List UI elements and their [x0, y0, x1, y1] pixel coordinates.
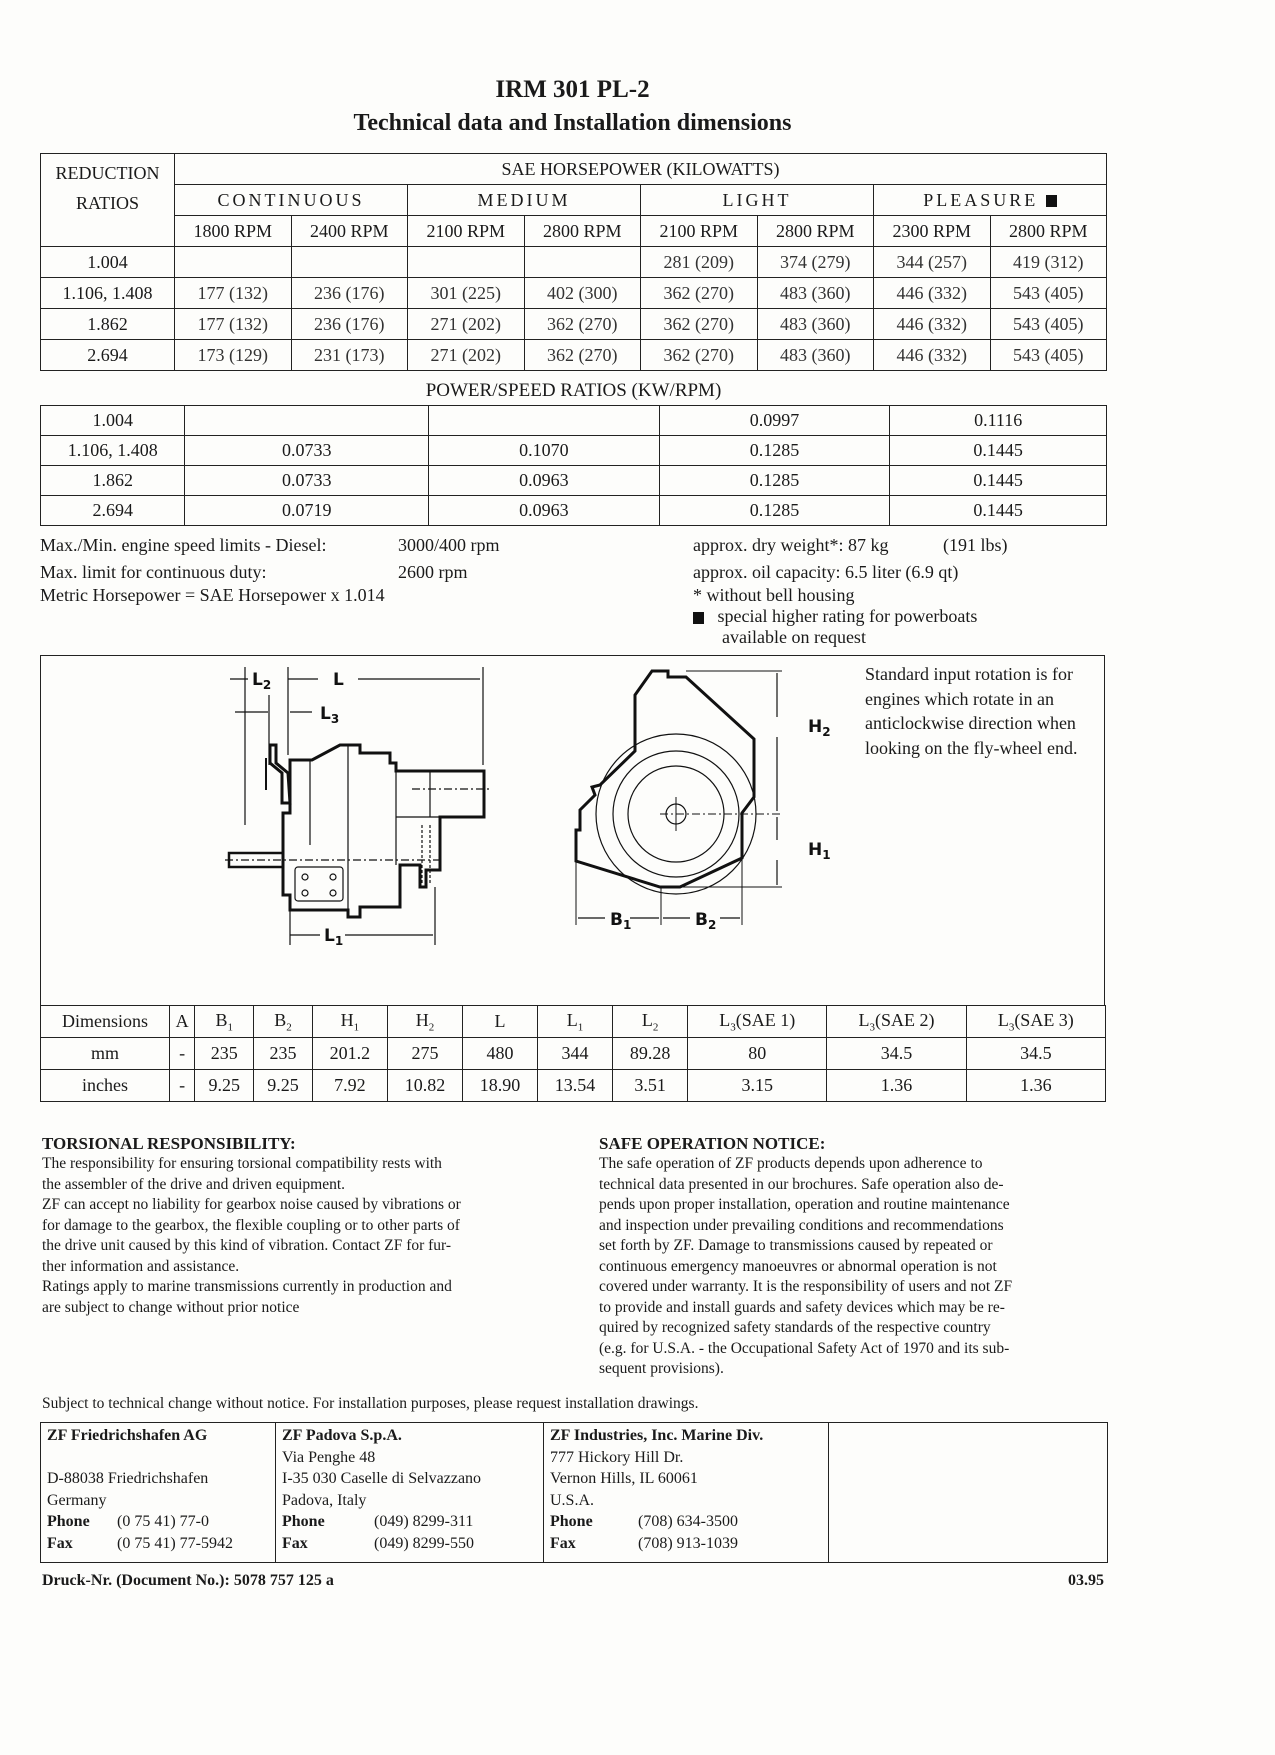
- torsional-text: [42, 1154, 582, 1318]
- rpm-header: 2400 RPM: [291, 216, 408, 247]
- power-speed-cell: 0.1116: [890, 406, 1107, 436]
- power-speed-heading: POWER/SPEED RATIOS (KW/RPM): [425, 380, 722, 401]
- label-H2: $H_2$: [808, 717, 831, 739]
- dimension-value: 1.36: [827, 1070, 966, 1102]
- dimension-value: 9.25: [195, 1070, 254, 1102]
- dimension-value: 10.82: [387, 1070, 462, 1102]
- dimension-value: 18.90: [462, 1070, 537, 1102]
- address-line: [47, 1447, 269, 1469]
- horsepower-cell: [408, 247, 525, 278]
- dimension-header: $H_2$: [387, 1006, 462, 1038]
- table-row: [41, 340, 1107, 371]
- duty-light: LIGHT: [641, 185, 874, 216]
- address-block: [276, 1423, 544, 1563]
- rpm-header: 2800 RPM: [524, 216, 641, 247]
- text-line: and inspection under prevailing conditions and recommendations: [599, 1216, 1004, 1234]
- unit-cell: mm: [41, 1038, 170, 1070]
- dimension-value: 13.54: [538, 1070, 613, 1102]
- square-icon: [693, 612, 704, 624]
- horsepower-cell: 362 (270): [641, 309, 758, 340]
- unit-cell: inches: [41, 1070, 170, 1102]
- horsepower-cell: 374 (279): [757, 247, 874, 278]
- horsepower-cell: 271 (202): [408, 340, 525, 371]
- label-L1: $L_1$: [324, 926, 344, 948]
- power-speed-table: [40, 405, 1107, 526]
- dimension-value: 89.28: [613, 1038, 688, 1070]
- text-line: the drive unit caused by this kind of vibration. Contact ZF for fur-: [42, 1237, 452, 1254]
- text-line: sequent provisions).: [599, 1360, 724, 1377]
- horsepower-cell: 301 (225): [408, 278, 525, 309]
- rpm-header: 2300 RPM: [874, 216, 991, 247]
- text-line: continuous emergency manoeuvres or abnormal operation is not: [599, 1257, 997, 1275]
- ratio-cell: 1.106, 1.408: [41, 436, 185, 466]
- dimension-header: L: [462, 1006, 537, 1038]
- end-view-drawing: [576, 671, 782, 925]
- horsepower-cell: 177 (132): [175, 309, 292, 340]
- horsepower-cell: [291, 247, 408, 278]
- table-row: [41, 1070, 1106, 1102]
- torsional-heading: TORSIONAL RESPONSIBILITY:: [42, 1134, 296, 1153]
- company-name: ZF Industries, Inc. Marine Div.: [550, 1427, 764, 1444]
- text-line: The safe operation of ZF products depends upon adherence to: [599, 1155, 983, 1172]
- text-line: ZF can accept no liability for gearbox noise caused by vibrations or: [42, 1196, 461, 1213]
- text-line: quired by recognized safety standards of the respective country: [599, 1319, 991, 1336]
- subject-note: Subject to technical change without notice. For installation purposes, please request installation drawings.: [42, 1395, 699, 1412]
- horsepower-cell: 543 (405): [990, 278, 1107, 309]
- duty-medium: MEDIUM: [408, 185, 641, 216]
- speed-limits-label: Max./Min. engine speed limits - Diesel:: [40, 535, 327, 555]
- horsepower-cell: 446 (332): [874, 340, 991, 371]
- address-line: I-35 030 Caselle di Selvazzano: [282, 1470, 482, 1487]
- power-speed-cell: 0.0719: [185, 496, 429, 526]
- ratio-cell: 2.694: [41, 340, 175, 371]
- label-B2: $B_2$: [695, 910, 717, 932]
- company-name: ZF Padova S.p.A.: [282, 1427, 402, 1444]
- horsepower-cell: 281 (209): [641, 247, 758, 278]
- dimension-header: $L_3(SAE$ 1): [688, 1006, 827, 1038]
- label-H1: $H_1$: [808, 840, 831, 862]
- duty-continuous: CONTINUOUS: [175, 185, 408, 216]
- sae-horsepower-header: SAE HORSEPOWER (KILOWATTS): [175, 154, 1107, 185]
- dimension-value: -: [170, 1038, 195, 1070]
- text-line: The responsibility for ensuring torsional compatibility rests with: [42, 1155, 442, 1172]
- dimension-header: $L_1$: [538, 1006, 613, 1038]
- address-table: [40, 1422, 1108, 1563]
- power-speed-cell: [429, 406, 660, 436]
- table-row: [41, 1038, 1106, 1070]
- power-speed-cell: 0.0963: [429, 496, 660, 526]
- dimension-header: $B_2$: [254, 1006, 313, 1038]
- horsepower-cell: 402 (300): [524, 278, 641, 309]
- text-line: to provide and install guards and safety devices which may be re-: [599, 1298, 1005, 1316]
- table-row: [41, 278, 1107, 309]
- text-line: (e.g. for U.S.A. - the Occupational Safety Act of 1970 and its sub-: [599, 1339, 1010, 1357]
- dimension-value: 7.92: [312, 1070, 387, 1102]
- dimension-header: Dimensions: [41, 1006, 170, 1038]
- power-speed-cell: 0.0997: [659, 406, 890, 436]
- address-block: [544, 1423, 829, 1563]
- ratio-cell: 1.862: [41, 309, 175, 340]
- empty-address-block: [829, 1423, 1108, 1563]
- ratio-cell: 1.106, 1.408: [41, 278, 175, 309]
- power-speed-cell: 0.0733: [185, 436, 429, 466]
- horsepower-cell: [524, 247, 641, 278]
- metric-horsepower-note: Metric Horsepower = SAE Horsepower x 1.014: [40, 585, 385, 605]
- horsepower-cell: 446 (332): [874, 309, 991, 340]
- horsepower-cell: 271 (202): [408, 309, 525, 340]
- address-line: Germany: [47, 1491, 107, 1509]
- address-block: [41, 1423, 276, 1563]
- dimension-header: $H_1$: [312, 1006, 387, 1038]
- horsepower-cell: 483 (360): [757, 278, 874, 309]
- power-speed-cell: 0.1285: [659, 466, 890, 496]
- dimension-header: $L_3(SAE$ 2): [827, 1006, 966, 1038]
- ratio-cell: 1.004: [41, 247, 175, 278]
- horsepower-table: [40, 153, 1107, 371]
- dimension-value: 1.36: [966, 1070, 1105, 1102]
- power-speed-cell: 0.1445: [890, 466, 1107, 496]
- rpm-header: 2100 RPM: [408, 216, 525, 247]
- horsepower-cell: 446 (332): [874, 278, 991, 309]
- table-row: [41, 496, 1107, 526]
- label-B1: $B_1$: [610, 910, 632, 932]
- dimension-value: -: [170, 1070, 195, 1102]
- side-view-drawing: [225, 667, 490, 945]
- address-line: Vernon Hills, IL 60061: [550, 1470, 698, 1487]
- power-speed-cell: 0.1285: [659, 436, 890, 466]
- fax-line: Fax (0 75 41) 77-5942: [47, 1534, 233, 1552]
- dry-weight-lbs: (191 lbs): [943, 535, 1008, 555]
- text-line: Ratings apply to marine transmissions currently in production and: [42, 1278, 452, 1295]
- text-line: for damage to the gearbox, the flexible coupling or to other parts of: [42, 1216, 460, 1234]
- power-speed-cell: 0.1285: [659, 496, 890, 526]
- text-line: pends upon proper installation, operation and routine maintenance: [599, 1196, 1010, 1213]
- phone-line: Phone (708) 634-3500: [550, 1513, 738, 1530]
- address-line: Padova, Italy: [282, 1491, 367, 1509]
- rotation-note: Standard input rotation is for engines which rotate in an anticlockwise direction when looking on the fly-wheel end.: [865, 664, 1078, 758]
- power-speed-cell: 0.0963: [429, 466, 660, 496]
- dimension-value: 34.5: [827, 1038, 966, 1070]
- dimension-value: 9.25: [254, 1070, 313, 1102]
- text-line: covered under warranty. It is the responsibility of users and not ZF: [599, 1278, 1013, 1295]
- dimension-header: $L_2$: [613, 1006, 688, 1038]
- horsepower-cell: 362 (270): [641, 278, 758, 309]
- footnote-powerboats: special higher rating for powerboats: [693, 606, 977, 627]
- footnote-bell-housing: * without bell housing: [693, 585, 855, 605]
- horsepower-cell: 173 (129): [175, 340, 292, 371]
- label-L: L: [333, 670, 344, 690]
- rpm-header-row: [41, 216, 1107, 247]
- power-speed-cell: 0.1070: [429, 436, 660, 466]
- document-number: Druck-Nr. (Document No.): 5078 757 125 a: [42, 1572, 334, 1589]
- dimensions-header-row: [41, 1006, 1106, 1038]
- address-line: Via Penghe 48: [282, 1448, 376, 1466]
- text-line: set forth by ZF. Damage to transmissions caused by repeated or: [599, 1237, 993, 1254]
- speed-limits-value: 3000/400 rpm: [398, 535, 500, 555]
- horsepower-cell: 483 (360): [757, 309, 874, 340]
- text-line: the assembler of the drive and driven equipment.: [42, 1175, 346, 1193]
- dimension-header: A: [170, 1006, 195, 1038]
- horsepower-cell: [175, 247, 292, 278]
- horsepower-cell: 362 (270): [524, 340, 641, 371]
- dimension-value: 34.5: [966, 1038, 1105, 1070]
- text-line: technical data presented in our brochures. Safe operation also de-: [599, 1175, 1004, 1193]
- document-title: IRM 301 PL-2: [495, 76, 650, 103]
- table-row: [41, 247, 1107, 278]
- dimension-value: 480: [462, 1038, 537, 1070]
- dimensions-table: [40, 1005, 1106, 1102]
- fax-line: Fax (049) 8299-550: [282, 1534, 474, 1552]
- date-code: 03.95: [1068, 1572, 1104, 1589]
- horsepower-cell: 177 (132): [175, 278, 292, 309]
- dimension-value: 235: [254, 1038, 313, 1070]
- power-speed-cell: [185, 406, 429, 436]
- safe-operation-heading: SAFE OPERATION NOTICE:: [599, 1134, 826, 1153]
- table-row: [41, 309, 1107, 340]
- rpm-header: 1800 RPM: [175, 216, 292, 247]
- dimension-value: 80: [688, 1038, 827, 1070]
- horsepower-cell: 543 (405): [990, 340, 1107, 371]
- reduction-ratios-header: REDUCTION RATIOS: [41, 154, 175, 247]
- ratio-cell: 1.862: [41, 466, 185, 496]
- phone-line: Phone (049) 8299-311: [282, 1513, 474, 1530]
- power-speed-cell: 0.0733: [185, 466, 429, 496]
- address-line: U.S.A.: [550, 1491, 595, 1509]
- text-line: are subject to change without prior notice: [42, 1298, 300, 1316]
- horsepower-cell: 236 (176): [291, 309, 408, 340]
- dimension-value: 344: [538, 1038, 613, 1070]
- horsepower-cell: 344 (257): [874, 247, 991, 278]
- dimension-header: $L_3(SAE$ 3): [966, 1006, 1105, 1038]
- continuous-duty-label: Max. limit for continuous duty:: [40, 562, 267, 582]
- dimension-value: 3.51: [613, 1070, 688, 1102]
- phone-line: Phone (0 75 41) 77-0: [47, 1513, 209, 1530]
- fax-line: Fax (708) 913-1039: [550, 1534, 738, 1552]
- table-row: [41, 406, 1107, 436]
- horsepower-cell: 231 (173): [291, 340, 408, 371]
- duty-pleasure: PLEASURE: [874, 185, 1107, 216]
- address-line: D-88038 Friedrichshafen: [47, 1470, 209, 1487]
- address-line: 777 Hickory Hill Dr.: [550, 1448, 684, 1466]
- square-icon: [1046, 195, 1057, 207]
- dimension-value: 235: [195, 1038, 254, 1070]
- dimension-value: 3.15: [688, 1070, 827, 1102]
- label-L3: $L_3$: [320, 704, 340, 726]
- horsepower-cell: 362 (270): [524, 309, 641, 340]
- table-row: [41, 436, 1107, 466]
- oil-capacity: approx. oil capacity: 6.5 liter (6.9 qt): [693, 562, 959, 582]
- ratio-cell: 1.004: [41, 406, 185, 436]
- dimension-value: 275: [387, 1038, 462, 1070]
- dimension-header: $B_1$: [195, 1006, 254, 1038]
- rpm-header: 2800 RPM: [990, 216, 1107, 247]
- power-speed-cell: 0.1445: [890, 436, 1107, 466]
- ratio-cell: 2.694: [41, 496, 185, 526]
- horsepower-cell: 419 (312): [990, 247, 1107, 278]
- power-speed-cell: 0.1445: [890, 496, 1107, 526]
- horsepower-cell: 543 (405): [990, 309, 1107, 340]
- torsional-section: [42, 1134, 582, 1318]
- safe-operation-section: [599, 1134, 1119, 1380]
- label-L2: $L_2$: [252, 670, 272, 692]
- continuous-duty-value: 2600 rpm: [398, 562, 468, 582]
- horsepower-cell: 483 (360): [757, 340, 874, 371]
- horsepower-cell: 236 (176): [291, 278, 408, 309]
- safe-operation-text: [599, 1154, 1119, 1380]
- rpm-header: 2800 RPM: [757, 216, 874, 247]
- document-subtitle: Technical data and Installation dimensions: [353, 110, 792, 136]
- footnote-on-request: available on request: [722, 627, 866, 647]
- dry-weight: approx. dry weight*: 87 kg: [693, 535, 889, 555]
- dimension-value: 201.2: [312, 1038, 387, 1070]
- rpm-header: 2100 RPM: [641, 216, 758, 247]
- horsepower-cell: 362 (270): [641, 340, 758, 371]
- text-line: ther information and assistance.: [42, 1257, 240, 1275]
- company-name: ZF Friedrichshafen AG: [47, 1427, 208, 1444]
- table-row: [41, 466, 1107, 496]
